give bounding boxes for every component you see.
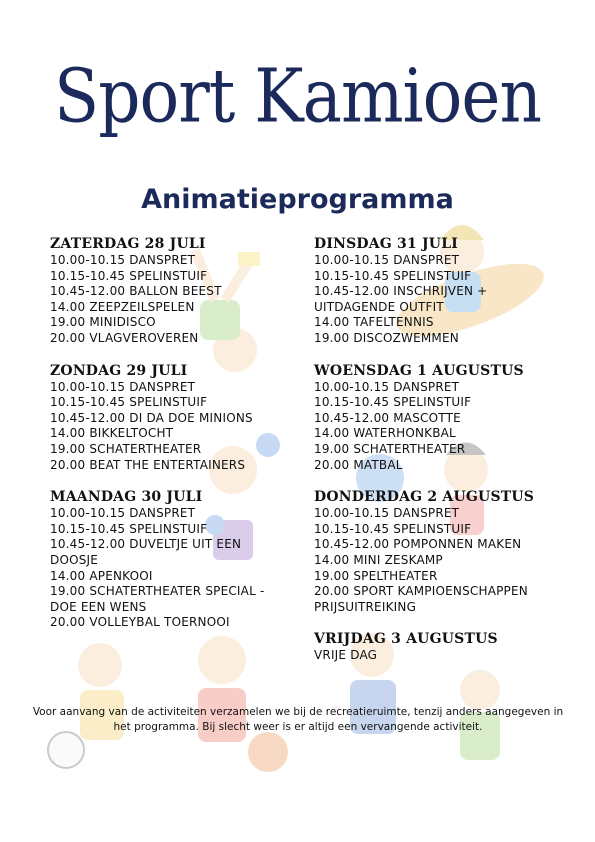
activity-item: 10.00-10.15 DANSPRET [50,379,196,394]
activity-item: 10.15-10.45 SPELINSTUIF [314,268,472,283]
activity-item: PRIJSUITREIKING [314,599,417,614]
activity-item: 19.00 SCHATERTHEATER SPECIAL - [50,584,265,599]
activity-item: 19.00 SCHATERTHEATER [50,441,202,456]
activity-item: 10.15-10.45 SPELINSTUIF [50,395,208,410]
activity-item: 10.45-12.00 MASCOTTE [314,410,461,425]
activity-item: 20.00 MATBAL [314,457,403,472]
activity-item: 19.00 SCHATERTHEATER [314,441,466,456]
activity-item: 10.45-12.00 DI DA DOE MINIONS [50,410,253,425]
activity-item: 14.00 BIKKELTOCHT [50,426,174,441]
activity-item: 10.00-10.15 DANSPRET [314,379,460,394]
activity-item: 19.00 MINIDISCO [50,315,156,330]
day-block [314,631,564,664]
activity-item: 10.00-10.15 DANSPRET [50,506,196,521]
day-block [314,489,564,615]
activity-item: 20.00 SPORT KAMPIOENSCHAPPEN [314,584,528,599]
activity-item: 10.15-10.45 SPELINSTUIF [50,268,208,283]
day-heading: DINSDAG 31 JULI [314,236,459,252]
activity-item: 19.00 DISCOZWEMMEN [314,330,459,345]
activity-item: 10.15-10.45 SPELINSTUIF [50,521,208,536]
activity-item: 10.45-12.00 INSCHRIJVEN + [314,284,488,299]
activity-item: 10.15-10.45 SPELINSTUIF [314,395,472,410]
activity-item: 20.00 VOLLEYBAL TOERNOOI [50,615,230,630]
activity-item: 14.00 TAFELTENNIS [314,315,434,330]
activity-item: UITDAGENDE OUTFIT [314,299,444,314]
schedule-left-column [50,236,300,647]
day-block [50,363,300,474]
activity-item: 10.45-12.00 DUVELTJE UIT EEN [50,537,242,552]
page-subtitle: Animatieprogramma [141,184,454,215]
activity-item: 10.00-10.15 DANSPRET [50,253,196,267]
day-block [50,489,300,631]
day-heading: ZONDAG 29 JULI [50,362,188,379]
footer-line: Voor aanvang van de activiteiten verzamelen we bij de recreatieruimte, tenzij anders aangegeven in [32,706,564,718]
day-block [314,236,564,347]
day-heading: MAANDAG 30 JULI [50,489,203,506]
day-block [314,363,564,474]
activity-item: 10.45-12.00 POMPONNEN MAKEN [314,537,522,552]
day-block [50,236,300,347]
day-heading: DONDERDAG 2 AUGUSTUS [314,489,535,506]
activity-item: 20.00 VLAGVEROVEREN [50,330,199,345]
footer-line: het programma. Bij slecht weer is er altijd een vervangende activiteit. [113,721,483,733]
activity-item: 10.15-10.45 SPELINSTUIF [314,521,472,536]
activity-item: VRIJE DAG [314,648,378,663]
activity-item: 10.45-12.00 BALLON BEEST [50,284,222,299]
activity-item: 10.00-10.15 DANSPRET [314,253,460,267]
schedule-right-column [314,236,564,680]
activity-item: DOE EEN WENS [50,599,147,614]
activity-item: 20.00 BEAT THE ENTERTAINERS [50,457,246,472]
footer-note [18,705,578,735]
page-title: Sport Kamioen [54,53,541,140]
day-heading: ZATERDAG 28 JULI [50,236,206,252]
activity-item: 10.00-10.15 DANSPRET [314,506,460,521]
activity-item: DOOSJE [50,552,99,567]
activity-item: 19.00 SPELTHEATER [314,568,438,583]
activity-item: 14.00 ZEEPZEILSPELEN [50,299,195,314]
activity-item: 14.00 APENKOOI [50,568,153,583]
day-heading: VRIJDAG 3 AUGUSTUS [314,631,498,648]
activity-item: 14.00 MINI ZESKAMP [314,552,443,567]
activity-item: 14.00 WATERHONKBAL [314,426,456,441]
day-heading: WOENSDAG 1 AUGUSTUS [314,362,524,379]
